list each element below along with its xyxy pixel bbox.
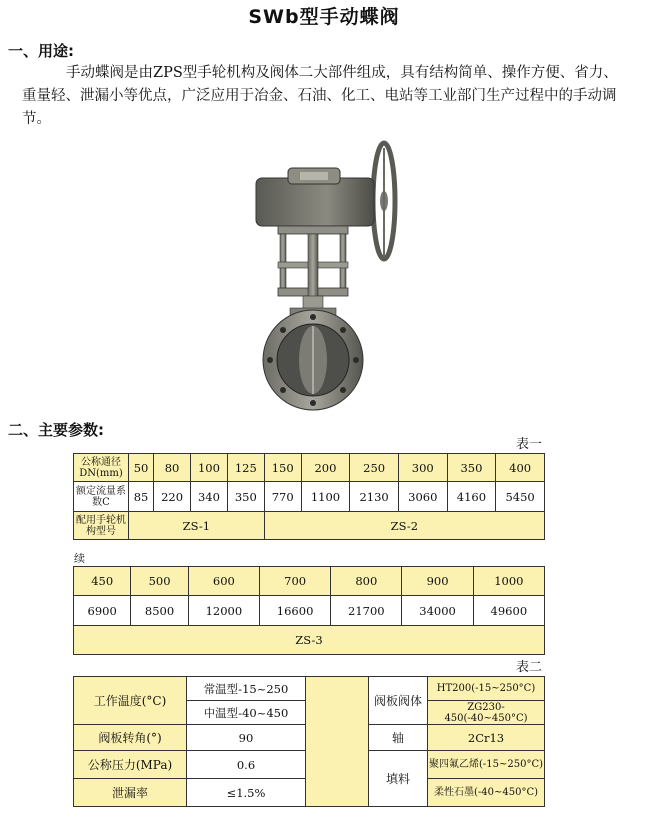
pressure-value: 0.6 [187,751,306,779]
c-cell: 85 [129,482,154,512]
dn-cell: 700 [259,567,330,596]
temp-mid: 中温型-40~450 [187,701,306,725]
dn-cell: 100 [191,454,228,482]
continued-label: 续 [74,552,85,565]
table2-label: 表二 [516,660,543,675]
model-zs1: ZS-1 [129,512,265,540]
table2 [73,676,545,807]
dn-cell: 200 [301,454,350,482]
c-cell: 340 [191,482,228,512]
c-cell: 8500 [131,596,188,626]
dn-cell: 400 [496,454,545,482]
c-cell: 49600 [473,596,544,626]
plate-body-label: 阀板阀体 [369,677,428,725]
packing-label: 填料 [369,751,428,807]
leak-value: ≤1.5% [187,779,306,807]
temp-normal: 常温型-15~250 [187,677,306,701]
c-cell: 770 [264,482,301,512]
table1 [73,453,545,540]
c-cell: 1100 [301,482,350,512]
temp-label: 工作温度(°C) [74,677,187,725]
model-zs2: ZS-2 [264,512,544,540]
pressure-label: 公称压力(MPa) [74,751,187,779]
section-usage-heading: 一、用途: [8,42,74,60]
butterfly-valve-image [248,138,416,420]
dn-cell: 800 [331,567,402,596]
c-cell: 5450 [496,482,545,512]
table1-label: 表一 [516,437,543,452]
c-cell: 220 [154,482,191,512]
dn-cell: 900 [402,567,473,596]
usage-paragraph: 手动蝶阀是由ZPS型手轮机构及阀体二大部件组成，具有结构简单、操作方便、省力、重量轻、泄漏小等优点，广泛应用于冶金、石油、化工、电站等工业部门生产过程中的手动调节。 [22,65,618,127]
c-cell: 350 [227,482,264,512]
angle-value: 90 [187,725,306,751]
spacer-cell [306,677,369,807]
header-c: 额定流量系数C [74,482,129,512]
model-zs3: ZS-3 [74,626,545,655]
c-cell: 3060 [398,482,447,512]
dn-cell: 125 [227,454,264,482]
angle-label: 阀板转角(°) [74,725,187,751]
plate-body-2: ZG230-450(-40~450°C) [428,701,545,725]
dn-cell: 50 [129,454,154,482]
c-cell: 16600 [259,596,330,626]
page-title: SWb型手动蝶阀 [248,6,400,28]
c-cell: 4160 [447,482,496,512]
dn-cell: 500 [131,567,188,596]
c-cell: 6900 [74,596,131,626]
section-params-heading: 二、主要参数: [8,421,104,439]
dn-cell: 150 [264,454,301,482]
header-dn: 公称通径DN(mm) [74,454,129,482]
packing-2: 柔性石墨(-40~450°C) [428,779,545,807]
dn-cell: 600 [188,567,259,596]
c-cell: 34000 [402,596,473,626]
c-cell: 21700 [331,596,402,626]
dn-cell: 350 [447,454,496,482]
dn-cell: 80 [154,454,191,482]
header-model: 配用手轮机构型号 [74,512,129,540]
table1-continued [73,566,545,655]
plate-body-1: HT200(-15~250°C) [428,677,545,701]
leak-label: 泄漏率 [74,779,187,807]
dn-cell: 300 [398,454,447,482]
packing-1: 聚四氟乙烯(-15~250°C) [428,751,545,779]
dn-cell: 450 [74,567,131,596]
c-cell: 2130 [350,482,399,512]
shaft-label: 轴 [369,725,428,751]
c-cell: 12000 [188,596,259,626]
dn-cell: 250 [350,454,399,482]
dn-cell: 1000 [473,567,544,596]
shaft-value: 2Cr13 [428,725,545,751]
